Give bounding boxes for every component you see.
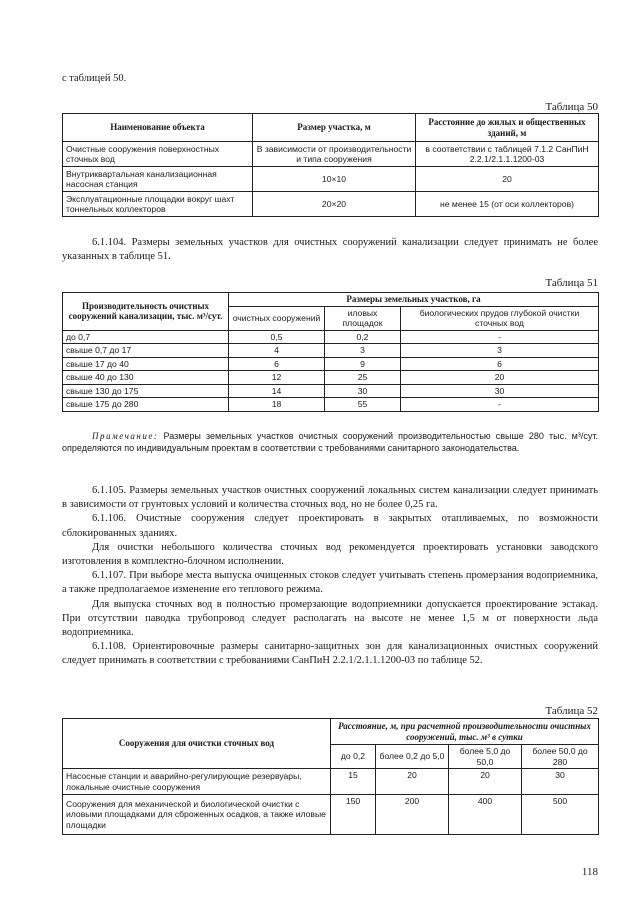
- table52-subheader: более 50,0 до 280: [522, 745, 599, 769]
- table50: [62, 113, 599, 217]
- table-row: [63, 398, 599, 412]
- table52-header-group: Расстояние, м, при расчетной производительности очистных сооружений, тыс. м³ в сутки: [331, 719, 599, 745]
- paragraph-text: Для очистки небольшого количества сточных вод рекомендуется проектировать установки заводского изготовления в комплектно-блочном исполнении.: [62, 541, 598, 568]
- table51-cell: 0,2: [325, 330, 401, 344]
- table51-header-group: Размеры земельных участков, га: [229, 293, 599, 307]
- table-row: [63, 344, 599, 358]
- table51-cell: свыше 17 до 40: [63, 357, 229, 371]
- table50-header-object: Наименование объекта: [63, 114, 253, 142]
- table51-cell: 30: [401, 384, 599, 398]
- table51-cell: свыше 0,7 до 17: [63, 344, 229, 358]
- table52-cell: 30: [522, 769, 599, 795]
- table51-cell: 9: [325, 357, 401, 371]
- table52-cell: 150: [331, 795, 376, 835]
- paragraph-text: 6.1.106. Очистные сооружения следует проектировать в закрытых отапливаемых, по возможности сблокированных зданиях.: [62, 513, 598, 539]
- body-paragraphs: [62, 484, 598, 669]
- table50-header-distance: Расстояние до жилых и общественных зданий, м: [416, 114, 599, 142]
- table-row: [63, 357, 599, 371]
- paragraph-text: 6.1.104. Размеры земельных участков для очистных сооружений канализации следует принимать не более указанных в таблице 51.: [62, 237, 598, 263]
- table50-cell: Эксплуатационные площадки вокруг шахт тоннельных коллекторов: [63, 192, 253, 217]
- table51-cell: до 0,7: [63, 330, 229, 344]
- table51-cell: 3: [401, 344, 599, 358]
- table51-subheader: биологических прудов глубокой очистки сточных вод: [401, 306, 599, 330]
- table-row: [63, 142, 599, 167]
- table52-subheader: до 0,2: [331, 745, 376, 769]
- table52-cell: 15: [331, 769, 376, 795]
- table51-subheader: очистных сооружений: [229, 306, 325, 330]
- table50-cell: Внутриквартальная канализационная насосная станция: [63, 167, 253, 192]
- table52-header-structures: Сооружения для очистки сточных вод: [63, 719, 331, 769]
- table50-cell: 10×10: [253, 167, 416, 192]
- table51-cell: 25: [325, 371, 401, 385]
- table52-caption: Таблица 52: [545, 705, 598, 717]
- table50-cell: Очистные сооружения поверхностных сточных вод: [63, 142, 253, 167]
- table52-cell: 20: [449, 769, 522, 795]
- paragraph-6-1-104: [62, 236, 598, 264]
- table50-cell: В зависимости от производительности и типа сооружения: [253, 142, 416, 167]
- table51-cell: 4: [229, 344, 325, 358]
- table51-cell: свыше 130 до 175: [63, 384, 229, 398]
- table51-cell: 14: [229, 384, 325, 398]
- table51-cell: свыше 175 до 280: [63, 398, 229, 412]
- table52-cell: Насосные станции и аварийно-регулирующие резервуары, локальные очистные сооружения: [63, 769, 331, 795]
- table50-cell: 20×20: [253, 192, 416, 217]
- intro-line: с таблицей 50.: [62, 73, 127, 84]
- table51-cell: 3: [325, 344, 401, 358]
- table50-cell: 20: [416, 167, 599, 192]
- table-row: [63, 192, 599, 217]
- table52-cell: 200: [376, 795, 449, 835]
- table51-cell: 6: [401, 357, 599, 371]
- table51-cell: 55: [325, 398, 401, 412]
- table-row: [63, 167, 599, 192]
- paragraph-text: Для выпуска сточных вод в полностью промерзающие водоприемники допускается проектирование эстакад. При отсутствии паводка трубопровод следует располагать на высоте не менее 1,5 м от поверхности льда водоприемника.: [62, 598, 598, 639]
- table-row: [63, 371, 599, 385]
- paragraph-text: 6.1.107. При выборе места выпуска очищенных стоков следует учитывать степень промерзания водоприемника, а также предполагаемое изменение его теплового режима.: [62, 570, 598, 596]
- table-row: [63, 795, 599, 835]
- table52-cell: 500: [522, 795, 599, 835]
- table52-subheader: более 5,0 до 50,0: [449, 745, 522, 769]
- table51-cell: -: [401, 398, 599, 412]
- table50-header-size: Размер участка, м: [253, 114, 416, 142]
- table50-cell: в соответствии с таблицей 7.1.2 СанПиН 2.2.1/2.1.1.1200-03: [416, 142, 599, 167]
- table52: [62, 718, 599, 835]
- table51-cell: 20: [401, 371, 599, 385]
- table51-header-capacity: Производительность очистных сооружений канализации, тыс. м³/сут.: [63, 293, 229, 331]
- table-row: [63, 384, 599, 398]
- table52-cell: 400: [449, 795, 522, 835]
- table51-cell: 18: [229, 398, 325, 412]
- table50-caption: Таблица 50: [545, 101, 598, 113]
- table51-cell: -: [401, 330, 599, 344]
- note-label: Примечание:: [92, 431, 159, 441]
- table52-cell: 20: [376, 769, 449, 795]
- table51-caption: Таблица 51: [545, 277, 598, 289]
- table51-cell: 30: [325, 384, 401, 398]
- table51-cell: 6: [229, 357, 325, 371]
- table52-cell: Сооружения для механической и биологической очистки с иловыми площадками для сброженных осадков, а также иловые площадки: [63, 795, 331, 835]
- table51-cell: 12: [229, 371, 325, 385]
- page-number: 118: [581, 866, 598, 878]
- table-row: [63, 330, 599, 344]
- paragraph-text: 6.1.108. Ориентировочные размеры санитарно-защитных зон для канализационных очистных сооружений следует принимать в соответствии с требованиями СанПиН 2.2.1/2.1.1.1200-03 по таблице 52.: [62, 641, 598, 667]
- table50-cell: не менее 15 (от оси коллекторов): [416, 192, 599, 217]
- table51-subheader: иловых площадок: [325, 306, 401, 330]
- table51-note: [62, 430, 598, 455]
- table52-subheader: более 0,2 до 5,0: [376, 745, 449, 769]
- table51-cell: свыше 40 до 130: [63, 371, 229, 385]
- paragraph-text: 6.1.105. Размеры земельных участков очистных сооружений локальных систем канализации следует принимать в зависимости от грунтовых условий и количества сточных вод, но не более 0,25 га.: [62, 485, 598, 511]
- table51: [62, 292, 599, 412]
- table51-cell: 0,5: [229, 330, 325, 344]
- note-text: Размеры земельных участков очистных сооружений производительностью свыше 280 тыс. м³/сут. определяются по индивидуальным проектам в соответствии с требованиями санитарного законодательства.: [62, 431, 598, 454]
- table-row: [63, 769, 599, 795]
